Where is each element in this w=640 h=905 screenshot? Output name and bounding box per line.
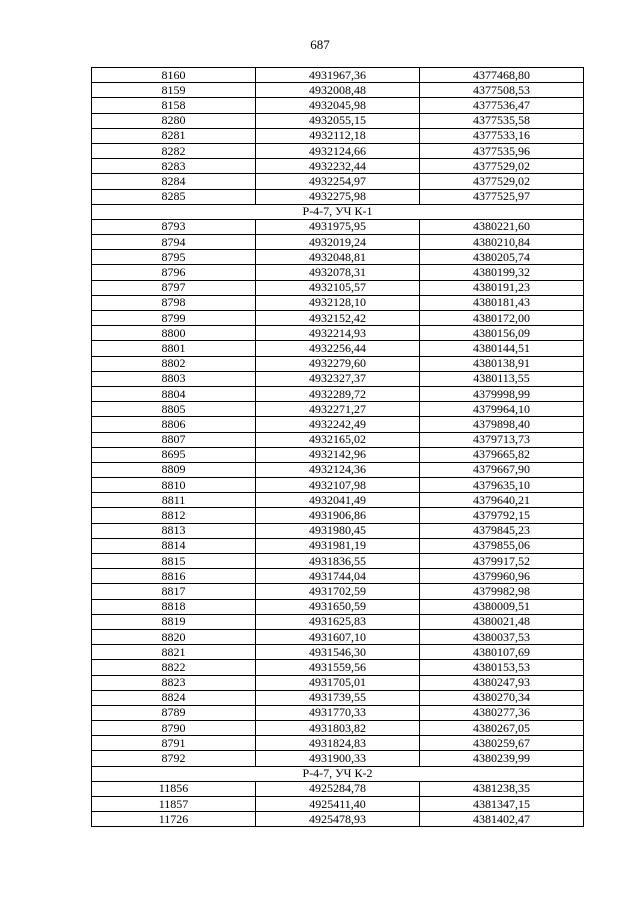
x-coordinate-cell: 4932271,27	[256, 402, 420, 417]
y-coordinate-cell: 4377535,96	[420, 143, 584, 158]
point-number-cell: 8801	[92, 341, 256, 356]
table-row	[92, 68, 584, 83]
point-number-cell: 8812	[92, 508, 256, 523]
y-coordinate-cell: 4379998,99	[420, 386, 584, 401]
point-number-cell: 8818	[92, 599, 256, 614]
point-number-cell: 8795	[92, 250, 256, 265]
table-row	[92, 812, 584, 827]
y-coordinate-cell: 4379665,82	[420, 447, 584, 462]
page-number: 687	[310, 37, 330, 52]
x-coordinate-cell: 4925284,78	[256, 781, 420, 796]
table-row	[92, 235, 584, 250]
table-row	[92, 417, 584, 432]
table-row	[92, 462, 584, 477]
table-row	[92, 280, 584, 295]
x-coordinate-cell: 4932279,60	[256, 356, 420, 371]
y-coordinate-cell: 4380239,99	[420, 751, 584, 766]
point-number-cell: 8160	[92, 68, 256, 83]
x-coordinate-cell: 4932256,44	[256, 341, 420, 356]
table-row	[92, 736, 584, 751]
y-coordinate-cell: 4377535,58	[420, 113, 584, 128]
x-coordinate-cell: 4931650,59	[256, 599, 420, 614]
table-row	[92, 508, 584, 523]
table-row	[92, 83, 584, 98]
x-coordinate-cell: 4932152,42	[256, 311, 420, 326]
y-coordinate-cell: 4379960,96	[420, 569, 584, 584]
point-number-cell: 8791	[92, 736, 256, 751]
y-coordinate-cell: 4380221,60	[420, 219, 584, 234]
y-coordinate-cell: 4377468,80	[420, 68, 584, 83]
x-coordinate-cell: 4932008,48	[256, 83, 420, 98]
x-coordinate-cell: 4925411,40	[256, 797, 420, 812]
table-row	[92, 295, 584, 310]
coordinates-table	[91, 67, 584, 827]
table-row	[92, 554, 584, 569]
table-row	[92, 432, 584, 447]
x-coordinate-cell: 4932045,98	[256, 98, 420, 113]
y-coordinate-cell: 4380270,34	[420, 690, 584, 705]
table-row	[92, 219, 584, 234]
y-coordinate-cell: 4380172,00	[420, 311, 584, 326]
y-coordinate-cell: 4379640,21	[420, 493, 584, 508]
table-row	[92, 523, 584, 538]
table-row	[92, 402, 584, 417]
point-number-cell: 8802	[92, 356, 256, 371]
y-coordinate-cell: 4380247,93	[420, 675, 584, 690]
x-coordinate-cell: 4932105,57	[256, 280, 420, 295]
x-coordinate-cell: 4931906,86	[256, 508, 420, 523]
y-coordinate-cell: 4379713,73	[420, 432, 584, 447]
point-number-cell: 8814	[92, 538, 256, 553]
y-coordinate-cell: 4379982,98	[420, 584, 584, 599]
x-coordinate-cell: 4931836,55	[256, 554, 420, 569]
point-number-cell: 8821	[92, 645, 256, 660]
x-coordinate-cell: 4931546,30	[256, 645, 420, 660]
table-row	[92, 174, 584, 189]
point-number-cell: 8793	[92, 219, 256, 234]
point-number-cell: 8823	[92, 675, 256, 690]
table-row	[92, 189, 584, 204]
y-coordinate-cell: 4379667,90	[420, 462, 584, 477]
point-number-cell: 8805	[92, 402, 256, 417]
point-number-cell: 8815	[92, 554, 256, 569]
x-coordinate-cell: 4932041,49	[256, 493, 420, 508]
section-header-row	[92, 204, 584, 219]
y-coordinate-cell: 4380210,84	[420, 235, 584, 250]
table-row	[92, 159, 584, 174]
point-number-cell: 8800	[92, 326, 256, 341]
point-number-cell: 11856	[92, 781, 256, 796]
y-coordinate-cell: 4379635,10	[420, 478, 584, 493]
point-number-cell: 8794	[92, 235, 256, 250]
y-coordinate-cell: 4377529,02	[420, 159, 584, 174]
x-coordinate-cell: 4932048,81	[256, 250, 420, 265]
table-row	[92, 250, 584, 265]
point-number-cell: 11857	[92, 797, 256, 812]
y-coordinate-cell: 4379845,23	[420, 523, 584, 538]
point-number-cell: 8810	[92, 478, 256, 493]
point-number-cell: 8816	[92, 569, 256, 584]
table-row	[92, 143, 584, 158]
table-row	[92, 493, 584, 508]
section-header: Р-4-7, УЧ К-2	[92, 766, 584, 781]
point-number-cell: 8285	[92, 189, 256, 204]
table-row	[92, 721, 584, 736]
x-coordinate-cell: 4931607,10	[256, 629, 420, 644]
x-coordinate-cell: 4932232,44	[256, 159, 420, 174]
point-number-cell: 8809	[92, 462, 256, 477]
table-row	[92, 629, 584, 644]
y-coordinate-cell: 4379792,15	[420, 508, 584, 523]
y-coordinate-cell: 4379917,52	[420, 554, 584, 569]
table-row	[92, 675, 584, 690]
y-coordinate-cell: 4381347,15	[420, 797, 584, 812]
table-row	[92, 797, 584, 812]
x-coordinate-cell: 4931981,19	[256, 538, 420, 553]
table-row	[92, 356, 584, 371]
x-coordinate-cell: 4932165,02	[256, 432, 420, 447]
table-row	[92, 478, 584, 493]
table-row	[92, 599, 584, 614]
x-coordinate-cell: 4931980,45	[256, 523, 420, 538]
y-coordinate-cell: 4380277,36	[420, 705, 584, 720]
table-row	[92, 311, 584, 326]
point-number-cell: 8806	[92, 417, 256, 432]
y-coordinate-cell: 4380267,05	[420, 721, 584, 736]
point-number-cell: 8796	[92, 265, 256, 280]
section-header-row	[92, 766, 584, 781]
x-coordinate-cell: 4932078,31	[256, 265, 420, 280]
table-row	[92, 705, 584, 720]
x-coordinate-cell: 4931803,82	[256, 721, 420, 736]
x-coordinate-cell: 4931900,33	[256, 751, 420, 766]
point-number-cell: 8822	[92, 660, 256, 675]
y-coordinate-cell: 4380191,23	[420, 280, 584, 295]
point-number-cell: 11726	[92, 812, 256, 827]
table-row	[92, 751, 584, 766]
table-row	[92, 113, 584, 128]
y-coordinate-cell: 4380259,67	[420, 736, 584, 751]
x-coordinate-cell: 4932107,98	[256, 478, 420, 493]
y-coordinate-cell: 4380113,55	[420, 371, 584, 386]
point-number-cell: 8790	[92, 721, 256, 736]
point-number-cell: 8283	[92, 159, 256, 174]
point-number-cell: 8158	[92, 98, 256, 113]
point-number-cell: 8792	[92, 751, 256, 766]
point-number-cell: 8804	[92, 386, 256, 401]
y-coordinate-cell: 4380156,09	[420, 326, 584, 341]
point-number-cell: 8824	[92, 690, 256, 705]
y-coordinate-cell: 4377529,02	[420, 174, 584, 189]
table-row	[92, 98, 584, 113]
x-coordinate-cell: 4932275,98	[256, 189, 420, 204]
section-header: Р-4-7, УЧ К-1	[92, 204, 584, 219]
x-coordinate-cell: 4932124,66	[256, 143, 420, 158]
x-coordinate-cell: 4932289,72	[256, 386, 420, 401]
x-coordinate-cell: 4932124,36	[256, 462, 420, 477]
x-coordinate-cell: 4931967,36	[256, 68, 420, 83]
point-number-cell: 8281	[92, 128, 256, 143]
y-coordinate-cell: 4377533,16	[420, 128, 584, 143]
x-coordinate-cell: 4931625,83	[256, 614, 420, 629]
x-coordinate-cell: 4932214,93	[256, 326, 420, 341]
y-coordinate-cell: 4377525,97	[420, 189, 584, 204]
point-number-cell: 8811	[92, 493, 256, 508]
x-coordinate-cell: 4925478,93	[256, 812, 420, 827]
point-number-cell: 8813	[92, 523, 256, 538]
point-number-cell: 8799	[92, 311, 256, 326]
table-row	[92, 326, 584, 341]
x-coordinate-cell: 4931770,33	[256, 705, 420, 720]
x-coordinate-cell: 4932112,18	[256, 128, 420, 143]
point-number-cell: 8798	[92, 295, 256, 310]
table-row	[92, 614, 584, 629]
x-coordinate-cell: 4932128,10	[256, 295, 420, 310]
point-number-cell: 8282	[92, 143, 256, 158]
table-row	[92, 690, 584, 705]
table-row	[92, 781, 584, 796]
y-coordinate-cell: 4380144,51	[420, 341, 584, 356]
point-number-cell: 8819	[92, 614, 256, 629]
table-row	[92, 265, 584, 280]
coordinates-table-body	[92, 68, 584, 827]
table-row	[92, 128, 584, 143]
y-coordinate-cell: 4381238,35	[420, 781, 584, 796]
table-row	[92, 341, 584, 356]
x-coordinate-cell: 4932019,24	[256, 235, 420, 250]
point-number-cell: 8820	[92, 629, 256, 644]
y-coordinate-cell: 4379898,40	[420, 417, 584, 432]
point-number-cell: 8817	[92, 584, 256, 599]
y-coordinate-cell: 4380107,69	[420, 645, 584, 660]
point-number-cell: 8280	[92, 113, 256, 128]
table-row	[92, 645, 584, 660]
point-number-cell: 8695	[92, 447, 256, 462]
x-coordinate-cell: 4931702,59	[256, 584, 420, 599]
x-coordinate-cell: 4932055,15	[256, 113, 420, 128]
point-number-cell: 8803	[92, 371, 256, 386]
x-coordinate-cell: 4931705,01	[256, 675, 420, 690]
x-coordinate-cell: 4931975,95	[256, 219, 420, 234]
point-number-cell: 8797	[92, 280, 256, 295]
y-coordinate-cell: 4379964,10	[420, 402, 584, 417]
x-coordinate-cell: 4932242,49	[256, 417, 420, 432]
y-coordinate-cell: 4377508,53	[420, 83, 584, 98]
y-coordinate-cell: 4380153,53	[420, 660, 584, 675]
y-coordinate-cell: 4380021,48	[420, 614, 584, 629]
table-row	[92, 447, 584, 462]
y-coordinate-cell: 4381402,47	[420, 812, 584, 827]
x-coordinate-cell: 4931559,56	[256, 660, 420, 675]
x-coordinate-cell: 4931744,04	[256, 569, 420, 584]
table-row	[92, 386, 584, 401]
y-coordinate-cell: 4380199,32	[420, 265, 584, 280]
y-coordinate-cell: 4380037,53	[420, 629, 584, 644]
y-coordinate-cell: 4380181,43	[420, 295, 584, 310]
table-row	[92, 584, 584, 599]
x-coordinate-cell: 4932142,96	[256, 447, 420, 462]
table-row	[92, 371, 584, 386]
y-coordinate-cell: 4379855,06	[420, 538, 584, 553]
table-row	[92, 569, 584, 584]
point-number-cell: 8807	[92, 432, 256, 447]
point-number-cell: 8159	[92, 83, 256, 98]
table-row	[92, 538, 584, 553]
x-coordinate-cell: 4931824,83	[256, 736, 420, 751]
x-coordinate-cell: 4932327,37	[256, 371, 420, 386]
y-coordinate-cell: 4377536,47	[420, 98, 584, 113]
y-coordinate-cell: 4380138,91	[420, 356, 584, 371]
x-coordinate-cell: 4932254,97	[256, 174, 420, 189]
x-coordinate-cell: 4931739,55	[256, 690, 420, 705]
point-number-cell: 8789	[92, 705, 256, 720]
point-number-cell: 8284	[92, 174, 256, 189]
y-coordinate-cell: 4380009,51	[420, 599, 584, 614]
table-row	[92, 660, 584, 675]
y-coordinate-cell: 4380205,74	[420, 250, 584, 265]
